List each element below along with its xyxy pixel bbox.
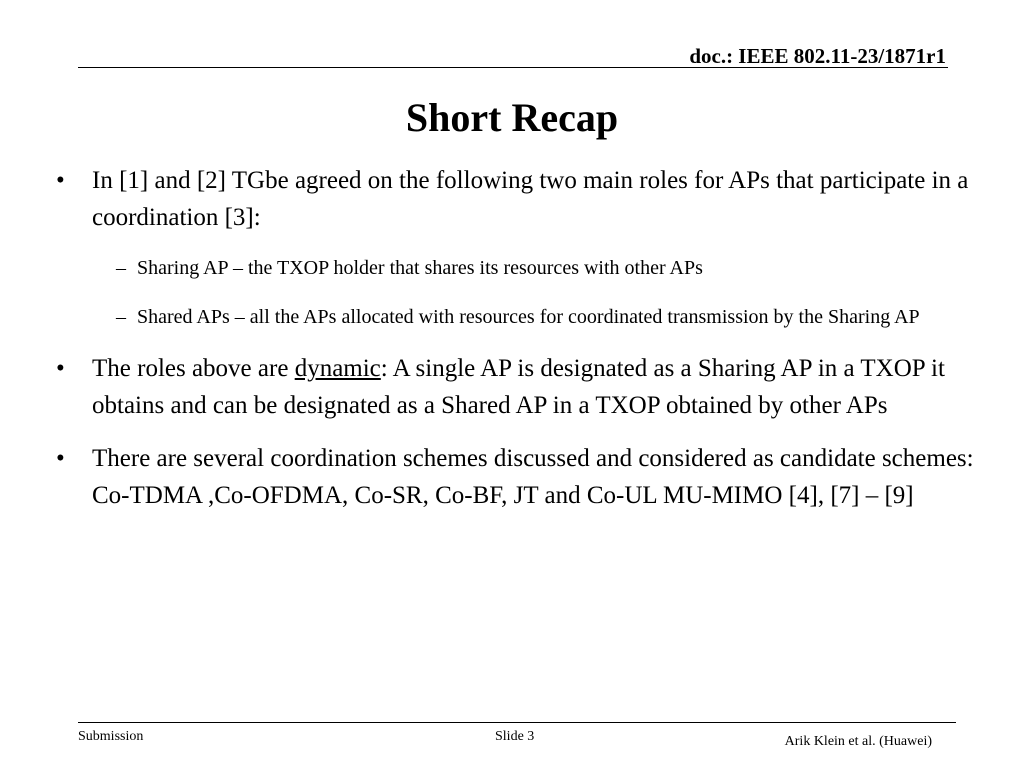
footer-divider bbox=[78, 722, 956, 723]
header-divider bbox=[78, 67, 948, 68]
footer-author: Arik Klein et al. (Huawei) bbox=[784, 734, 932, 749]
bullet-item bbox=[56, 350, 986, 424]
sub-bullet-marker: – bbox=[116, 306, 126, 328]
bullet-text bbox=[92, 355, 945, 419]
bullet-text-suffix: : A single AP is designated as a Sharing AP in a TXOP it obtains and can be designated as a Shared AP in a TXOP obtained by other APs bbox=[92, 355, 945, 419]
sub-bullet-item bbox=[56, 301, 986, 334]
bullet-marker: • bbox=[56, 445, 65, 472]
bullet-marker: • bbox=[56, 355, 65, 382]
footer-submission: Submission bbox=[78, 729, 144, 744]
bullet-text: In [1] and [2] TGbe agreed on the following two main roles for APs that participate in a coordination [3]: bbox=[92, 167, 969, 231]
document-id: doc.: IEEE 802.11-23/1871r1 bbox=[689, 44, 946, 68]
slide-title: Short Recap bbox=[405, 95, 619, 140]
emphasis-dynamic: dynamic bbox=[294, 355, 381, 382]
sub-bullet-marker: – bbox=[116, 257, 126, 279]
bullet-text: There are several coordination schemes discussed and considered as candidate schemes: Co-TDMA ,Co-OFDMA, Co-SR, Co-BF, JT and Co-UL MU-MIMO [4], [7] – [9] bbox=[92, 445, 974, 509]
footer-slide-number: Slide 3 bbox=[495, 729, 535, 744]
bullet-marker: • bbox=[56, 167, 65, 194]
slide-body bbox=[56, 162, 986, 530]
bullet-item bbox=[56, 440, 986, 514]
sub-bullet-item bbox=[56, 252, 986, 285]
sub-bullet-text: Sharing AP – the TXOP holder that shares its resources with other APs bbox=[137, 257, 703, 279]
bullet-item bbox=[56, 162, 986, 236]
bullet-text-prefix: The roles above are bbox=[92, 355, 295, 382]
sub-bullet-text: Shared APs – all the APs allocated with resources for coordinated transmission by the Sharing AP bbox=[137, 306, 920, 328]
